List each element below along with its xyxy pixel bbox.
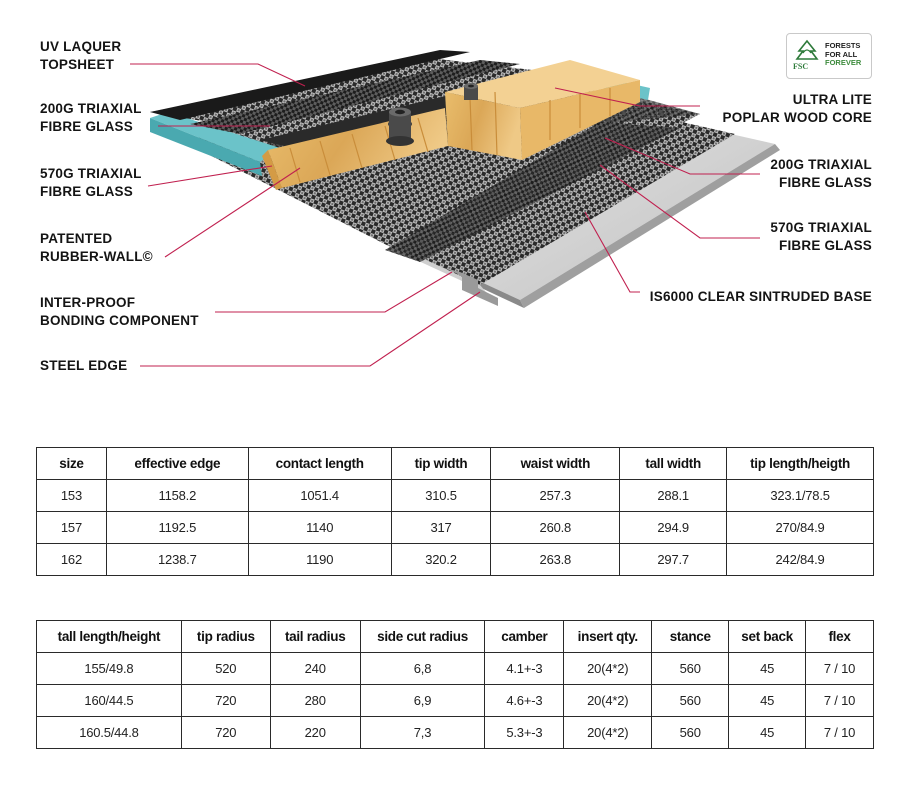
insert-nut (464, 83, 478, 100)
col-header: effective edge (106, 448, 248, 480)
col-header: tip width (391, 448, 491, 480)
col-header: tail radius (270, 621, 360, 653)
fsc-logo (786, 33, 872, 79)
table-row (37, 512, 874, 544)
col-header: tall length/height (37, 621, 182, 653)
table-cell: 7 / 10 (806, 653, 874, 685)
table-cell: 1051.4 (248, 480, 391, 512)
table-cell: 7 / 10 (806, 717, 874, 749)
table-cell: 157 (37, 512, 107, 544)
table-header-row (37, 621, 874, 653)
col-header: set back (729, 621, 806, 653)
label-line: TOPSHEET (40, 57, 115, 72)
label-line: PATENTED (40, 231, 113, 246)
table-cell: 560 (652, 685, 729, 717)
table-cell: 320.2 (391, 544, 491, 576)
table-cell: 20(4*2) (564, 653, 652, 685)
fsc-tree-icon (793, 39, 821, 63)
table-cell: 6,9 (360, 685, 485, 717)
label-line: ULTRA LITE (792, 92, 872, 107)
table-cell: 263.8 (491, 544, 620, 576)
col-header: flex (806, 621, 874, 653)
table-cell: 7,3 (360, 717, 485, 749)
table-cell: 270/84.9 (727, 512, 874, 544)
col-header: insert qty. (564, 621, 652, 653)
table-cell: 720 (181, 685, 270, 717)
label-line: 570G TRIAXIAL (770, 220, 872, 235)
table-cell: 5.3+-3 (485, 717, 564, 749)
fsc-mark: FSC (793, 62, 809, 71)
col-header: side cut radius (360, 621, 485, 653)
table-cell: 1140 (248, 512, 391, 544)
col-header: waist width (491, 448, 620, 480)
label-line: BONDING COMPONENT (40, 313, 199, 328)
insert-nut (386, 108, 414, 147)
table-cell: 160/44.5 (37, 685, 182, 717)
label-steel-edge (40, 357, 127, 375)
fsc-line3: FOREVER (825, 58, 862, 67)
table-cell: 240 (270, 653, 360, 685)
table-cell: 720 (181, 717, 270, 749)
col-header: tall width (620, 448, 727, 480)
label-wood-core (723, 91, 872, 127)
table-cell: 560 (652, 653, 729, 685)
table-cell: 1158.2 (106, 480, 248, 512)
table-cell: 6,8 (360, 653, 485, 685)
label-line: RUBBER-WALL© (40, 249, 153, 264)
table-cell: 288.1 (620, 480, 727, 512)
fsc-line2: FOR ALL (825, 50, 858, 59)
table-cell: 155/49.8 (37, 653, 182, 685)
col-header: tip radius (181, 621, 270, 653)
table-cell: 323.1/78.5 (727, 480, 874, 512)
table-cell: 7 / 10 (806, 685, 874, 717)
table-row (37, 480, 874, 512)
label-570g-fibre-left (40, 165, 142, 201)
table-cell: 242/84.9 (727, 544, 874, 576)
label-line: INTER-PROOF (40, 295, 136, 310)
table-cell: 317 (391, 512, 491, 544)
table-row (37, 544, 874, 576)
label-line: POPLAR WOOD CORE (722, 110, 872, 125)
table-cell: 257.3 (491, 480, 620, 512)
label-line: FIBRE GLASS (40, 184, 133, 199)
table-row (37, 685, 874, 717)
label-uv-laquer-topsheet (40, 38, 121, 74)
table-cell: 520 (181, 653, 270, 685)
label-570g-fibre-right (770, 219, 872, 255)
table-cell: 4.6+-3 (485, 685, 564, 717)
table-cell: 45 (729, 685, 806, 717)
label-line: FIBRE GLASS (779, 238, 872, 253)
label-line: 570G TRIAXIAL (40, 166, 142, 181)
col-header: tip length/heigth (727, 448, 874, 480)
label-line: FIBRE GLASS (779, 175, 872, 190)
col-header: camber (485, 621, 564, 653)
table-cell: 45 (729, 653, 806, 685)
label-line: 200G TRIAXIAL (770, 157, 872, 172)
label-inter-proof (40, 294, 199, 330)
label-line: 200G TRIAXIAL (40, 101, 142, 116)
spec-table-dimensions (36, 447, 874, 576)
table-cell: 20(4*2) (564, 717, 652, 749)
label-line: STEEL EDGE (40, 358, 128, 373)
label-200g-fibre-left (40, 100, 142, 136)
table-row (37, 653, 874, 685)
table-cell: 560 (652, 717, 729, 749)
table-cell: 160.5/44.8 (37, 717, 182, 749)
label-line: FIBRE GLASS (40, 119, 133, 134)
table-cell: 1192.5 (106, 512, 248, 544)
label-line: IS6000 CLEAR SINTRUDED BASE (649, 289, 872, 304)
col-header: stance (652, 621, 729, 653)
table-cell: 20(4*2) (564, 685, 652, 717)
label-base (650, 288, 872, 306)
table-row (37, 717, 874, 749)
table-cell: 260.8 (491, 512, 620, 544)
col-header: contact length (248, 448, 391, 480)
table-cell: 310.5 (391, 480, 491, 512)
spec-table-geometry (36, 620, 874, 749)
table-cell: 280 (270, 685, 360, 717)
table-cell: 45 (729, 717, 806, 749)
table-cell: 220 (270, 717, 360, 749)
label-rubber-wall (40, 230, 153, 266)
label-200g-fibre-right (770, 156, 872, 192)
label-line: UV LAQUER (40, 39, 122, 54)
table-cell: 1190 (248, 544, 391, 576)
table-cell: 162 (37, 544, 107, 576)
table-cell: 1238.7 (106, 544, 248, 576)
table-header-row (37, 448, 874, 480)
table-cell: 294.9 (620, 512, 727, 544)
table-cell: 4.1+-3 (485, 653, 564, 685)
fsc-line1: FORESTS (825, 41, 861, 50)
table-cell: 153 (37, 480, 107, 512)
col-header: size (37, 448, 107, 480)
table-cell: 297.7 (620, 544, 727, 576)
